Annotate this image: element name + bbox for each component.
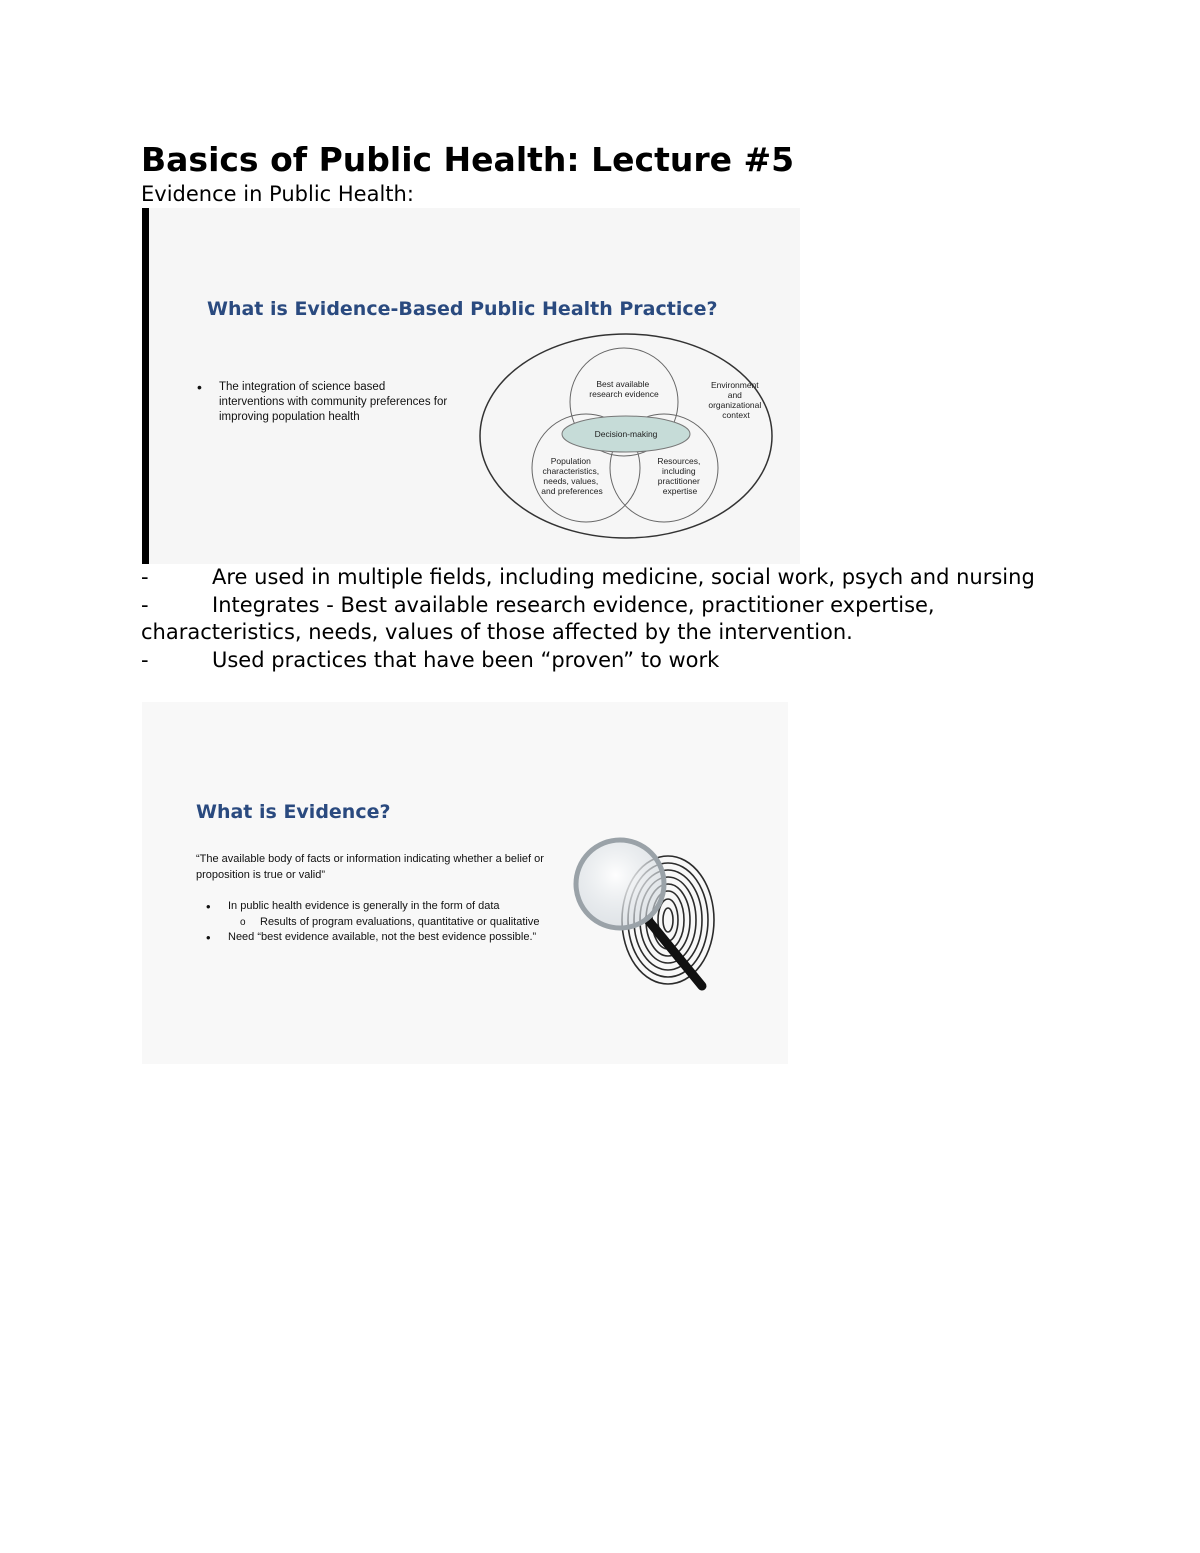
venn-label-left-2: characteristics, bbox=[542, 466, 600, 476]
notes-bullet bbox=[141, 564, 1071, 592]
slide2-bullet: • In public health evidence is generally in the form of data bbox=[228, 899, 588, 915]
bullet-marker: - bbox=[141, 592, 149, 617]
venn-label-outer-3: organizational bbox=[708, 400, 762, 410]
venn-label-right-1: Resources, bbox=[657, 456, 701, 466]
magnifier-fingerprint-icon bbox=[572, 828, 744, 1000]
venn-label-top-1: Best available bbox=[596, 379, 650, 389]
slide2-bullet-list bbox=[228, 899, 588, 946]
venn-label-right-3: practitioner bbox=[657, 476, 700, 486]
venn-label-outer-4: context bbox=[722, 410, 750, 420]
notes-bullet bbox=[141, 647, 1071, 675]
venn-label-left-4: and preferences bbox=[541, 486, 603, 496]
venn-label-left-3: needs, values, bbox=[543, 476, 599, 486]
bullet-marker: - bbox=[141, 647, 149, 672]
slide2-title: What is Evidence? bbox=[196, 801, 391, 823]
venn-diagram bbox=[474, 330, 774, 542]
bullet-text: Used practices that have been “proven” to work bbox=[212, 647, 720, 672]
venn-label-left-1: Population bbox=[550, 456, 591, 466]
notes-bullet bbox=[141, 592, 1071, 647]
slide1-title: What is Evidence-Based Public Health Practice? bbox=[207, 298, 718, 320]
venn-label-right-2: including bbox=[662, 466, 696, 476]
slide-image-what-is-evidence bbox=[142, 702, 788, 1064]
venn-label-left bbox=[541, 456, 602, 496]
venn-label-outer-1: Environment bbox=[710, 380, 759, 390]
document-title: Basics of Public Health: Lecture #5 bbox=[141, 140, 795, 179]
section-subtitle: Evidence in Public Health: bbox=[141, 182, 414, 206]
venn-label-right bbox=[657, 456, 702, 496]
bullet-text: Are used in multiple fields, including medicine, social work, psych and nursing bbox=[212, 565, 1035, 589]
slide-image-evidence-based-practice bbox=[142, 208, 800, 564]
venn-label-right-4: expertise bbox=[662, 486, 698, 496]
slide1-bullet: • The integration of science based interventions with community preferences for improving population health bbox=[219, 380, 449, 425]
notes-bullet-list bbox=[141, 564, 1071, 674]
venn-label-top bbox=[589, 379, 659, 399]
venn-label-top-2: research evidence bbox=[589, 389, 659, 399]
venn-label-outer-2: and bbox=[727, 390, 742, 400]
slide2-bullet: • Need “best evidence available, not the best evidence possible.” bbox=[228, 930, 588, 946]
slide2-sub-bullet: o Results of program evaluations, quantitative or qualitative bbox=[228, 915, 588, 931]
venn-label-outer bbox=[708, 380, 763, 420]
slide2-quote: “The available body of facts or information indicating whether a belief or proposition is true or valid” bbox=[196, 853, 544, 881]
bullet-text: Integrates - Best available research evidence, practitioner expertise, characteristics, needs, values of those affected by the intervention. bbox=[141, 592, 935, 644]
magnifier-lens bbox=[576, 840, 664, 928]
venn-label-center: Decision-making bbox=[594, 429, 658, 439]
bullet-marker: - bbox=[141, 565, 149, 589]
